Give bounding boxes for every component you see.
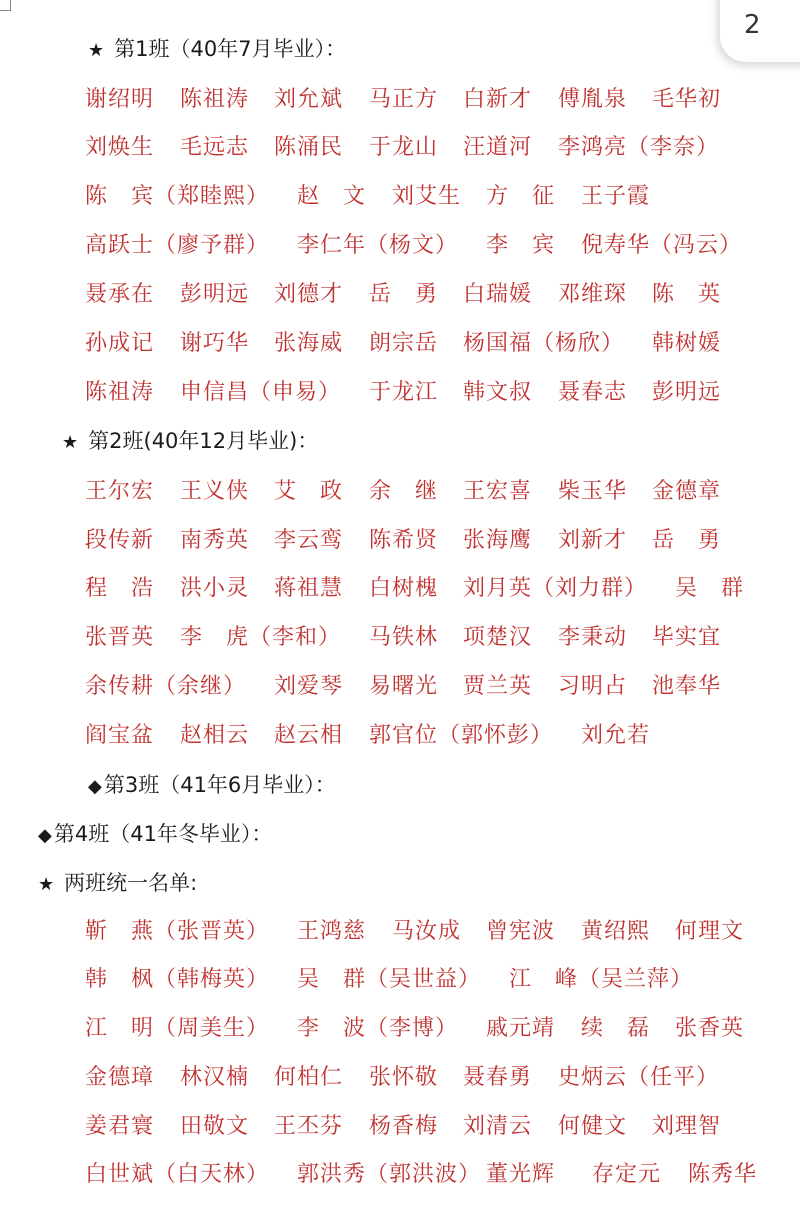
- name-row: [0, 524, 800, 558]
- name-row: [0, 719, 800, 753]
- student-name: 陈涌民: [274, 135, 344, 160]
- student-name: 王尔宏: [85, 479, 155, 504]
- student-name: 赵相云: [180, 723, 250, 748]
- student-name: 习明占: [558, 674, 628, 699]
- student-name: 韩文叔: [463, 380, 533, 405]
- student-name: 王鸿慈: [297, 919, 367, 944]
- name-row: [0, 1012, 800, 1046]
- student-name: 何理文: [675, 919, 745, 944]
- student-name: 李 波（李博）: [297, 1016, 459, 1041]
- name-row: [0, 376, 800, 410]
- name-row: [0, 1158, 800, 1192]
- student-name: 史炳云（任平）: [558, 1065, 720, 1090]
- student-name: 白树槐: [369, 576, 439, 601]
- student-name: 马汝成: [392, 919, 462, 944]
- name-row: [0, 670, 800, 704]
- student-name: 王丕芬: [274, 1114, 344, 1139]
- student-name: 刘允斌: [274, 87, 344, 112]
- student-name: 刘焕生: [85, 135, 155, 160]
- student-name: 刘爱琴: [274, 674, 344, 699]
- student-name: 田敬文: [180, 1114, 250, 1139]
- student-name: 刘新才: [558, 528, 628, 553]
- student-name: 于龙江: [369, 380, 439, 405]
- student-name: 岳 勇: [652, 528, 722, 553]
- name-row: [0, 83, 800, 117]
- star-icon: ★: [88, 40, 105, 61]
- student-name: 邓维琛: [558, 282, 628, 307]
- student-name: 彭明远: [180, 282, 250, 307]
- student-name: 朗宗岳: [369, 331, 439, 356]
- student-name: 刘清云: [463, 1114, 533, 1139]
- page-number: 2: [744, 10, 761, 40]
- student-name: 毛远志: [180, 135, 250, 160]
- student-name: 谢巧华: [180, 331, 250, 356]
- diamond-icon: ◆: [88, 776, 102, 797]
- student-name: 项楚汉: [463, 625, 533, 650]
- name-row: [0, 180, 800, 214]
- name-row: [0, 572, 800, 606]
- student-name: 杨国福（杨欣）: [463, 331, 625, 356]
- student-name: 汪道河: [463, 135, 533, 160]
- student-name: 孙成记: [85, 331, 155, 356]
- diamond-icon: ◆: [38, 825, 52, 846]
- student-name: 易曙光: [369, 674, 439, 699]
- student-name: 姜君寰: [85, 1114, 155, 1139]
- student-name: 郭官位（郭怀彭）: [369, 723, 554, 748]
- name-row: [0, 915, 800, 949]
- student-name: 柴玉华: [558, 479, 628, 504]
- student-name: 郭洪秀（郭洪波）: [297, 1162, 482, 1187]
- student-name: 江 明（周美生）: [85, 1016, 270, 1041]
- student-name: 申信昌（申易）: [180, 380, 342, 405]
- student-name: 李云鸾: [274, 528, 344, 553]
- crop-mark: [0, 0, 11, 11]
- student-name: 韩 枫（韩梅英）: [85, 967, 270, 992]
- student-name: 李仁年（杨文）: [297, 233, 459, 258]
- name-row: [0, 229, 800, 263]
- name-row: [0, 1110, 800, 1144]
- student-name: 蒋祖慧: [274, 576, 344, 601]
- student-name: 聂春志: [558, 380, 628, 405]
- section-5-heading: ★ 两班统一名单:: [38, 866, 197, 900]
- student-name: 马铁林: [369, 625, 439, 650]
- student-name: 毕实宜: [652, 625, 722, 650]
- star-icon: ★: [38, 874, 55, 895]
- student-name: 靳 燕（张晋英）: [85, 919, 270, 944]
- student-name: 吴 群: [675, 576, 745, 601]
- student-name: 王宏喜: [463, 479, 533, 504]
- student-name: 阎宝盆: [85, 723, 155, 748]
- student-name: 方 征: [486, 184, 556, 209]
- student-name: 刘允若: [581, 723, 651, 748]
- student-name: 吴 群（吴世益）: [297, 967, 482, 992]
- student-name: 池奉华: [652, 674, 722, 699]
- student-name: 刘德才: [274, 282, 344, 307]
- student-name: 白世斌（白天林）: [85, 1162, 270, 1187]
- student-name: 金德璋: [85, 1065, 155, 1090]
- student-name: 陈希贤: [369, 528, 439, 553]
- student-name: 白瑞媛: [463, 282, 533, 307]
- student-name: 倪寿华（冯云）: [581, 233, 743, 258]
- student-name: 洪小灵: [180, 576, 250, 601]
- student-name: 戚元靖: [486, 1016, 556, 1041]
- student-name: 岳 勇: [369, 282, 439, 307]
- name-row: [0, 621, 800, 655]
- star-icon: ★: [62, 432, 79, 453]
- student-name: 续 磊: [581, 1016, 651, 1041]
- student-name: 赵云相: [274, 723, 344, 748]
- student-name: 黄绍熙: [581, 919, 651, 944]
- section-2-heading: ★ 第2班(40年12月毕业)：: [62, 424, 318, 458]
- student-name: 聂春勇: [463, 1065, 533, 1090]
- student-name: 金德章: [652, 479, 722, 504]
- section-3-heading: ◆第3班（41年6月毕业）：: [88, 768, 336, 802]
- student-name: 余 继: [369, 479, 439, 504]
- section-1-heading: ★ 第1班（40年7月毕业）：: [88, 32, 346, 66]
- student-name: 陈秀华: [688, 1162, 758, 1187]
- student-name: 何健文: [558, 1114, 628, 1139]
- student-name: 刘月英（刘力群）: [463, 576, 648, 601]
- student-name: 李 虎（李和）: [180, 625, 342, 650]
- student-name: 傅胤泉: [558, 87, 628, 112]
- student-name: 陈 英: [652, 282, 722, 307]
- student-name: 段传新: [85, 528, 155, 553]
- student-name: 马正方: [369, 87, 439, 112]
- student-name: 杨香梅: [369, 1114, 439, 1139]
- student-name: 刘理智: [652, 1114, 722, 1139]
- student-name: 林汉楠: [180, 1065, 250, 1090]
- student-name: 聂承在: [85, 282, 155, 307]
- student-name: 谢绍明: [85, 87, 155, 112]
- name-row: [0, 1061, 800, 1095]
- student-name: 高跃士（廖予群）: [85, 233, 270, 258]
- student-name: 李秉动: [558, 625, 628, 650]
- student-name: 南秀英: [180, 528, 250, 553]
- student-name: 于龙山: [369, 135, 439, 160]
- student-name: 张怀敬: [369, 1065, 439, 1090]
- student-name: 张海鹰: [463, 528, 533, 553]
- student-name: 刘艾生: [392, 184, 462, 209]
- student-name: 何柏仁: [274, 1065, 344, 1090]
- student-name: 程 浩: [85, 576, 155, 601]
- student-name: 董光辉: [486, 1162, 556, 1187]
- student-name: 毛华初: [652, 87, 722, 112]
- student-name: 贾兰英: [463, 674, 533, 699]
- section-4-heading: ◆第4班（41年冬毕业）：: [38, 817, 272, 851]
- name-row: [0, 327, 800, 361]
- student-name: 白新才: [463, 87, 533, 112]
- student-name: 王义侠: [180, 479, 250, 504]
- student-name: 余传耕（余继）: [85, 674, 247, 699]
- student-name: 彭明远: [652, 380, 722, 405]
- student-name: 赵 文: [297, 184, 367, 209]
- student-name: 陈祖涛: [180, 87, 250, 112]
- student-name: 曾宪波: [486, 919, 556, 944]
- student-name: 艾 政: [274, 479, 344, 504]
- student-name: 陈 宾（郑睦熙）: [85, 184, 270, 209]
- name-row: [0, 131, 800, 165]
- student-name: 韩树媛: [652, 331, 722, 356]
- student-name: 李 宾: [486, 233, 556, 258]
- student-name: 张海威: [274, 331, 344, 356]
- student-name: 张香英: [675, 1016, 745, 1041]
- student-name: 江 峰（吴兰萍）: [509, 967, 694, 992]
- student-name: 陈祖涛: [85, 380, 155, 405]
- name-row: [0, 475, 800, 509]
- student-name: 李鸿亮（李奈）: [558, 135, 720, 160]
- student-name: 存定元: [592, 1162, 662, 1187]
- student-name: 张晋英: [85, 625, 155, 650]
- name-row: [0, 963, 800, 997]
- student-name: 王子霞: [581, 184, 651, 209]
- page-number-tab: [720, 0, 800, 62]
- name-row: [0, 278, 800, 312]
